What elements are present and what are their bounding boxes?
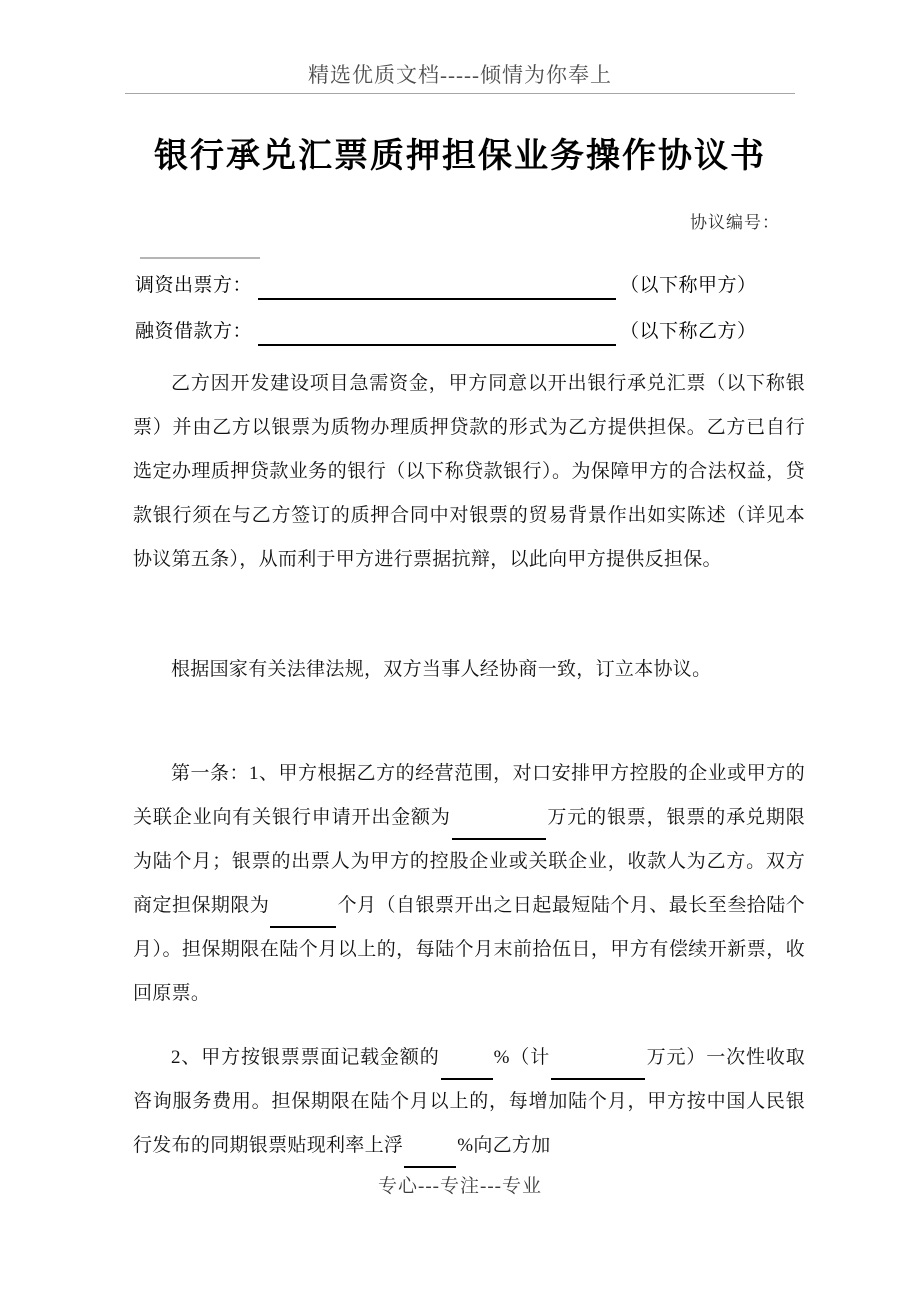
- party-suffix-borrower: （以下称乙方）: [620, 321, 757, 342]
- clause-two-block: [133, 1036, 805, 1168]
- agreement-number-label: 协议编号：: [690, 213, 780, 232]
- document-footer: 专心---专注---专业: [378, 1176, 542, 1197]
- page-title: 银行承兑汇票质押担保业务操作协议书: [154, 136, 766, 176]
- header-promo-text: 精选优质文档-----倾情为你奉上: [308, 63, 612, 87]
- header-divider-rule: [125, 93, 795, 94]
- clause-two-amount-blank[interactable]: [551, 1057, 645, 1080]
- clause-two-text-b: %（计: [493, 1047, 551, 1068]
- party-row-second: [135, 318, 815, 346]
- party-suffix-drawer: （以下称甲方）: [620, 275, 757, 296]
- party-row-first: [135, 272, 815, 300]
- intro-paragraph-block: [133, 362, 805, 582]
- document-header: [125, 60, 795, 90]
- clause-two-text-a: 2、甲方按银票票面记载金额的: [171, 1047, 440, 1068]
- basis-paragraph: 根据国家有关法律法规，双方当事人经协商一致，订立本协议。: [171, 659, 712, 680]
- clause-one-block: [133, 752, 805, 1016]
- party-value-drawer-blank[interactable]: [258, 276, 616, 300]
- clause-two-text-c: 万元）一次性收取咨询服务费用。担保期限在陆个月以上的，每增加陆个月，甲方按中国人民银行发布的同期银票贴现利率上浮: [133, 1047, 806, 1156]
- basis-paragraph-block: [133, 648, 805, 692]
- party-label-drawer: 调资出票方：: [135, 275, 253, 296]
- clause-one-text-c: 个月（自银票开出之日起最短陆个月、最长至叁拾陆个月）。担保期限在陆个月以上的，每陆个月末前拾伍日，甲方有偿续开新票，收回原票。: [133, 895, 805, 1004]
- party-label-borrower: 融资借款方：: [135, 321, 253, 342]
- stub-divider-rule: [140, 257, 260, 259]
- clause-one-amount-blank[interactable]: [452, 817, 546, 840]
- clause-two-percent-blank[interactable]: [441, 1057, 493, 1080]
- clause-two-paragraph: [133, 1036, 805, 1168]
- clause-two-float-rate-blank[interactable]: [404, 1145, 456, 1168]
- party-value-borrower-blank[interactable]: [258, 322, 616, 346]
- clause-one-paragraph: [133, 752, 805, 1016]
- clause-one-text-b: 万元的银票，银票的承兑期限为陆个月；银票的出票人为甲方的控股企业或关联企业，收款人为乙方。双方商定担保期限为: [133, 807, 805, 916]
- intro-paragraph: 乙方因开发建设项目急需资金，甲方同意以开出银行承兑汇票（以下称银票）并由乙方以银票为质物办理质押贷款的形式为乙方提供担保。乙方已自行选定办理质押贷款业务的银行（以下称贷款银行）。为保障甲方的合法权益，贷款银行须在与乙方签订的质押合同中对银票的贸易背景作出如实陈述（详见本协议第五条），从而利于甲方进行票据抗辩，以此向甲方提供反担保。: [133, 373, 805, 570]
- clause-one-text-a: 第一条：1、甲方根据乙方的经营范围，对口安排甲方控股的企业或甲方的关联企业向有关银行申请开出金额为: [133, 763, 805, 828]
- clause-one-months-blank[interactable]: [270, 905, 336, 928]
- clause-two-text-d: %向乙方加: [457, 1135, 551, 1156]
